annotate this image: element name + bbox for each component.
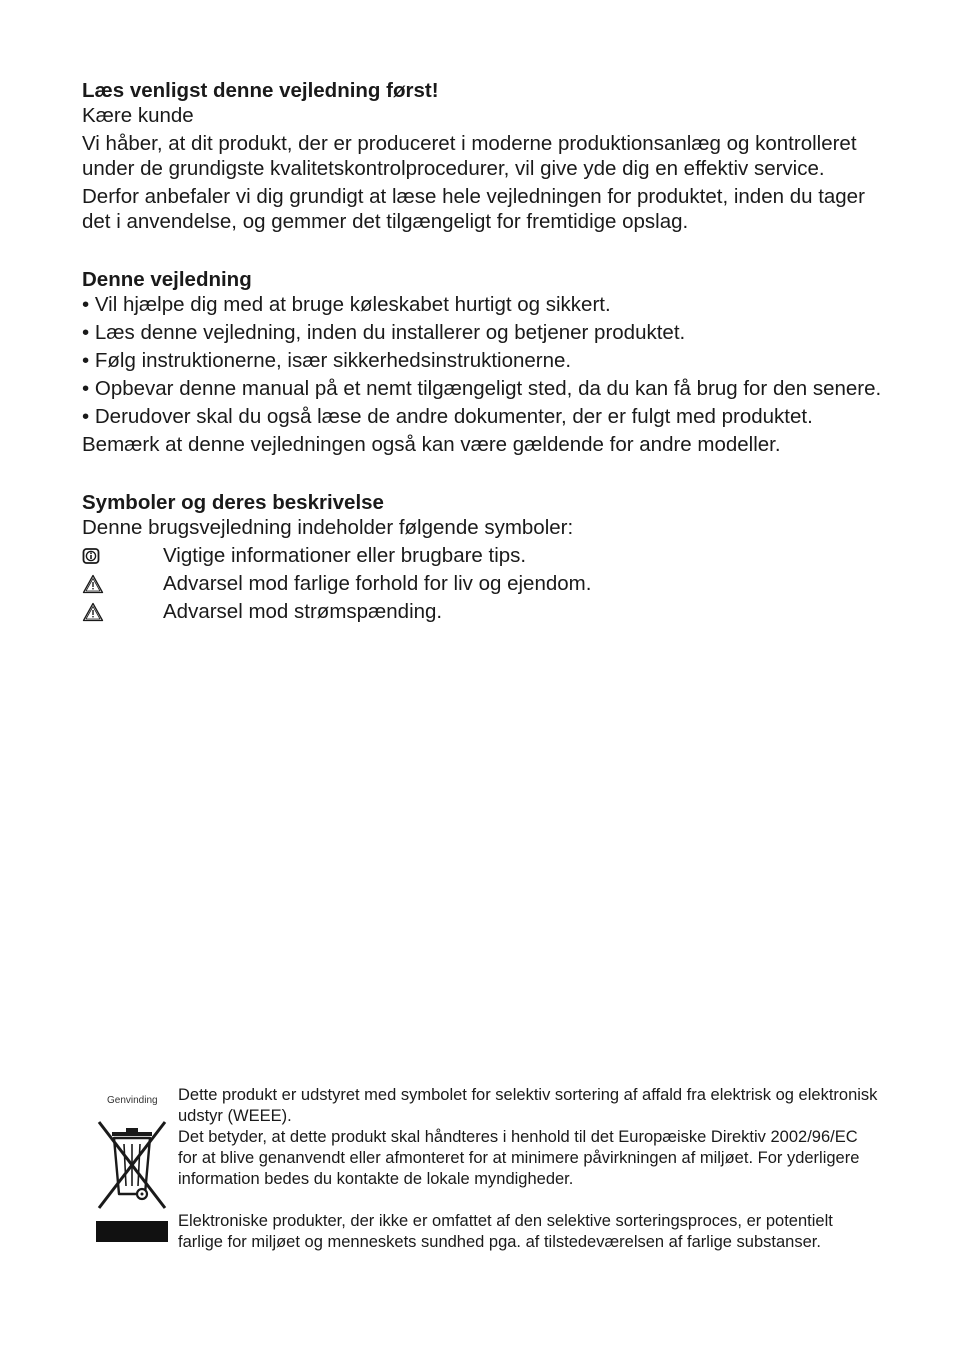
weee-paragraph-1: Dette produkt er udstyret med symbolet for selektiv sortering af affald fra elektrisk og elektronisk udstyr (WEEE). <box>178 1086 878 1125</box>
manual-page <box>82 78 882 624</box>
guide-section <box>82 267 882 457</box>
weee-paragraph-3: Elektroniske produkter, der ikke er omfattet af den selektive sorteringsproces, er potentielt farlige for miljøet og menneskets sundhed pga. af tilstedeværelsen af farlige substanser. <box>178 1212 833 1251</box>
guide-note: Bemærk at denne vejledningen også kan være gældende for andre modeller. <box>82 433 781 456</box>
symbol-description: Advarsel mod strømspænding. <box>163 600 443 623</box>
symbol-row-voltage <box>82 599 882 624</box>
recycle-label: Genvinding <box>107 1095 158 1106</box>
symbol-row-info <box>82 543 882 568</box>
symbols-intro: Denne brugsvejledning indeholder følgende symboler: <box>82 516 574 539</box>
guide-bullet: • Derudover skal du også læse de andre dokumenter, der er fulgt med produktet. <box>82 405 813 428</box>
symbol-description: Vigtige informationer eller brugbare tips. <box>163 544 527 567</box>
guide-bullet: • Opbevar denne manual på et nemt tilgængeligt sted, da du kan få brug for den senere. <box>82 377 882 400</box>
symbol-row-warning <box>82 571 882 596</box>
weee-text <box>178 1085 878 1253</box>
warning-triangle-icon <box>82 574 163 594</box>
intro-paragraph-2: Derfor anbefaler vi dig grundigt at læse hele vejledningen for produktet, inden du tager det i anvendelse, og gemmer det tilgængeligt for fremtidige opslag. <box>82 185 865 233</box>
intro-heading: Læs venligst denne vejledning først! <box>82 79 439 102</box>
intro-paragraph-1: Vi håber, at dit produkt, der er produceret i moderne produktionsanlæg og kontrolleret under de grundigste kvalitetskontrolprocedurer, vil give yde dig en effektiv service. <box>82 132 857 180</box>
guide-heading: Denne vejledning <box>82 268 252 291</box>
symbols-section <box>82 490 882 624</box>
guide-bullet: • Vil hjælpe dig med at bruge køleskabet hurtigt og sikkert. <box>82 293 611 316</box>
greeting: Kære kunde <box>82 104 194 127</box>
weee-black-bar <box>96 1221 168 1242</box>
symbol-description: Advarsel mod farlige forhold for liv og ejendom. <box>163 572 592 595</box>
info-icon <box>82 547 163 565</box>
crossed-out-bin-icon <box>96 1120 168 1217</box>
weee-paragraph-2: Det betyder, at dette produkt skal håndteres i henhold til det Europæiske Direktiv 2002/96/EC for at blive genanvendt eller afmonteret for at minimere påvirkningen af miljøet. For yderligere information bedes du kontakte de lokale myndigheder. <box>178 1128 860 1188</box>
guide-bullet: • Følg instruktionerne, især sikkerhedsinstruktionerne. <box>82 349 572 372</box>
guide-bullet: • Læs denne vejledning, inden du installerer og betjener produktet. <box>82 321 686 344</box>
symbols-heading: Symboler og deres beskrivelse <box>82 491 384 514</box>
warning-triangle-icon <box>82 602 163 622</box>
